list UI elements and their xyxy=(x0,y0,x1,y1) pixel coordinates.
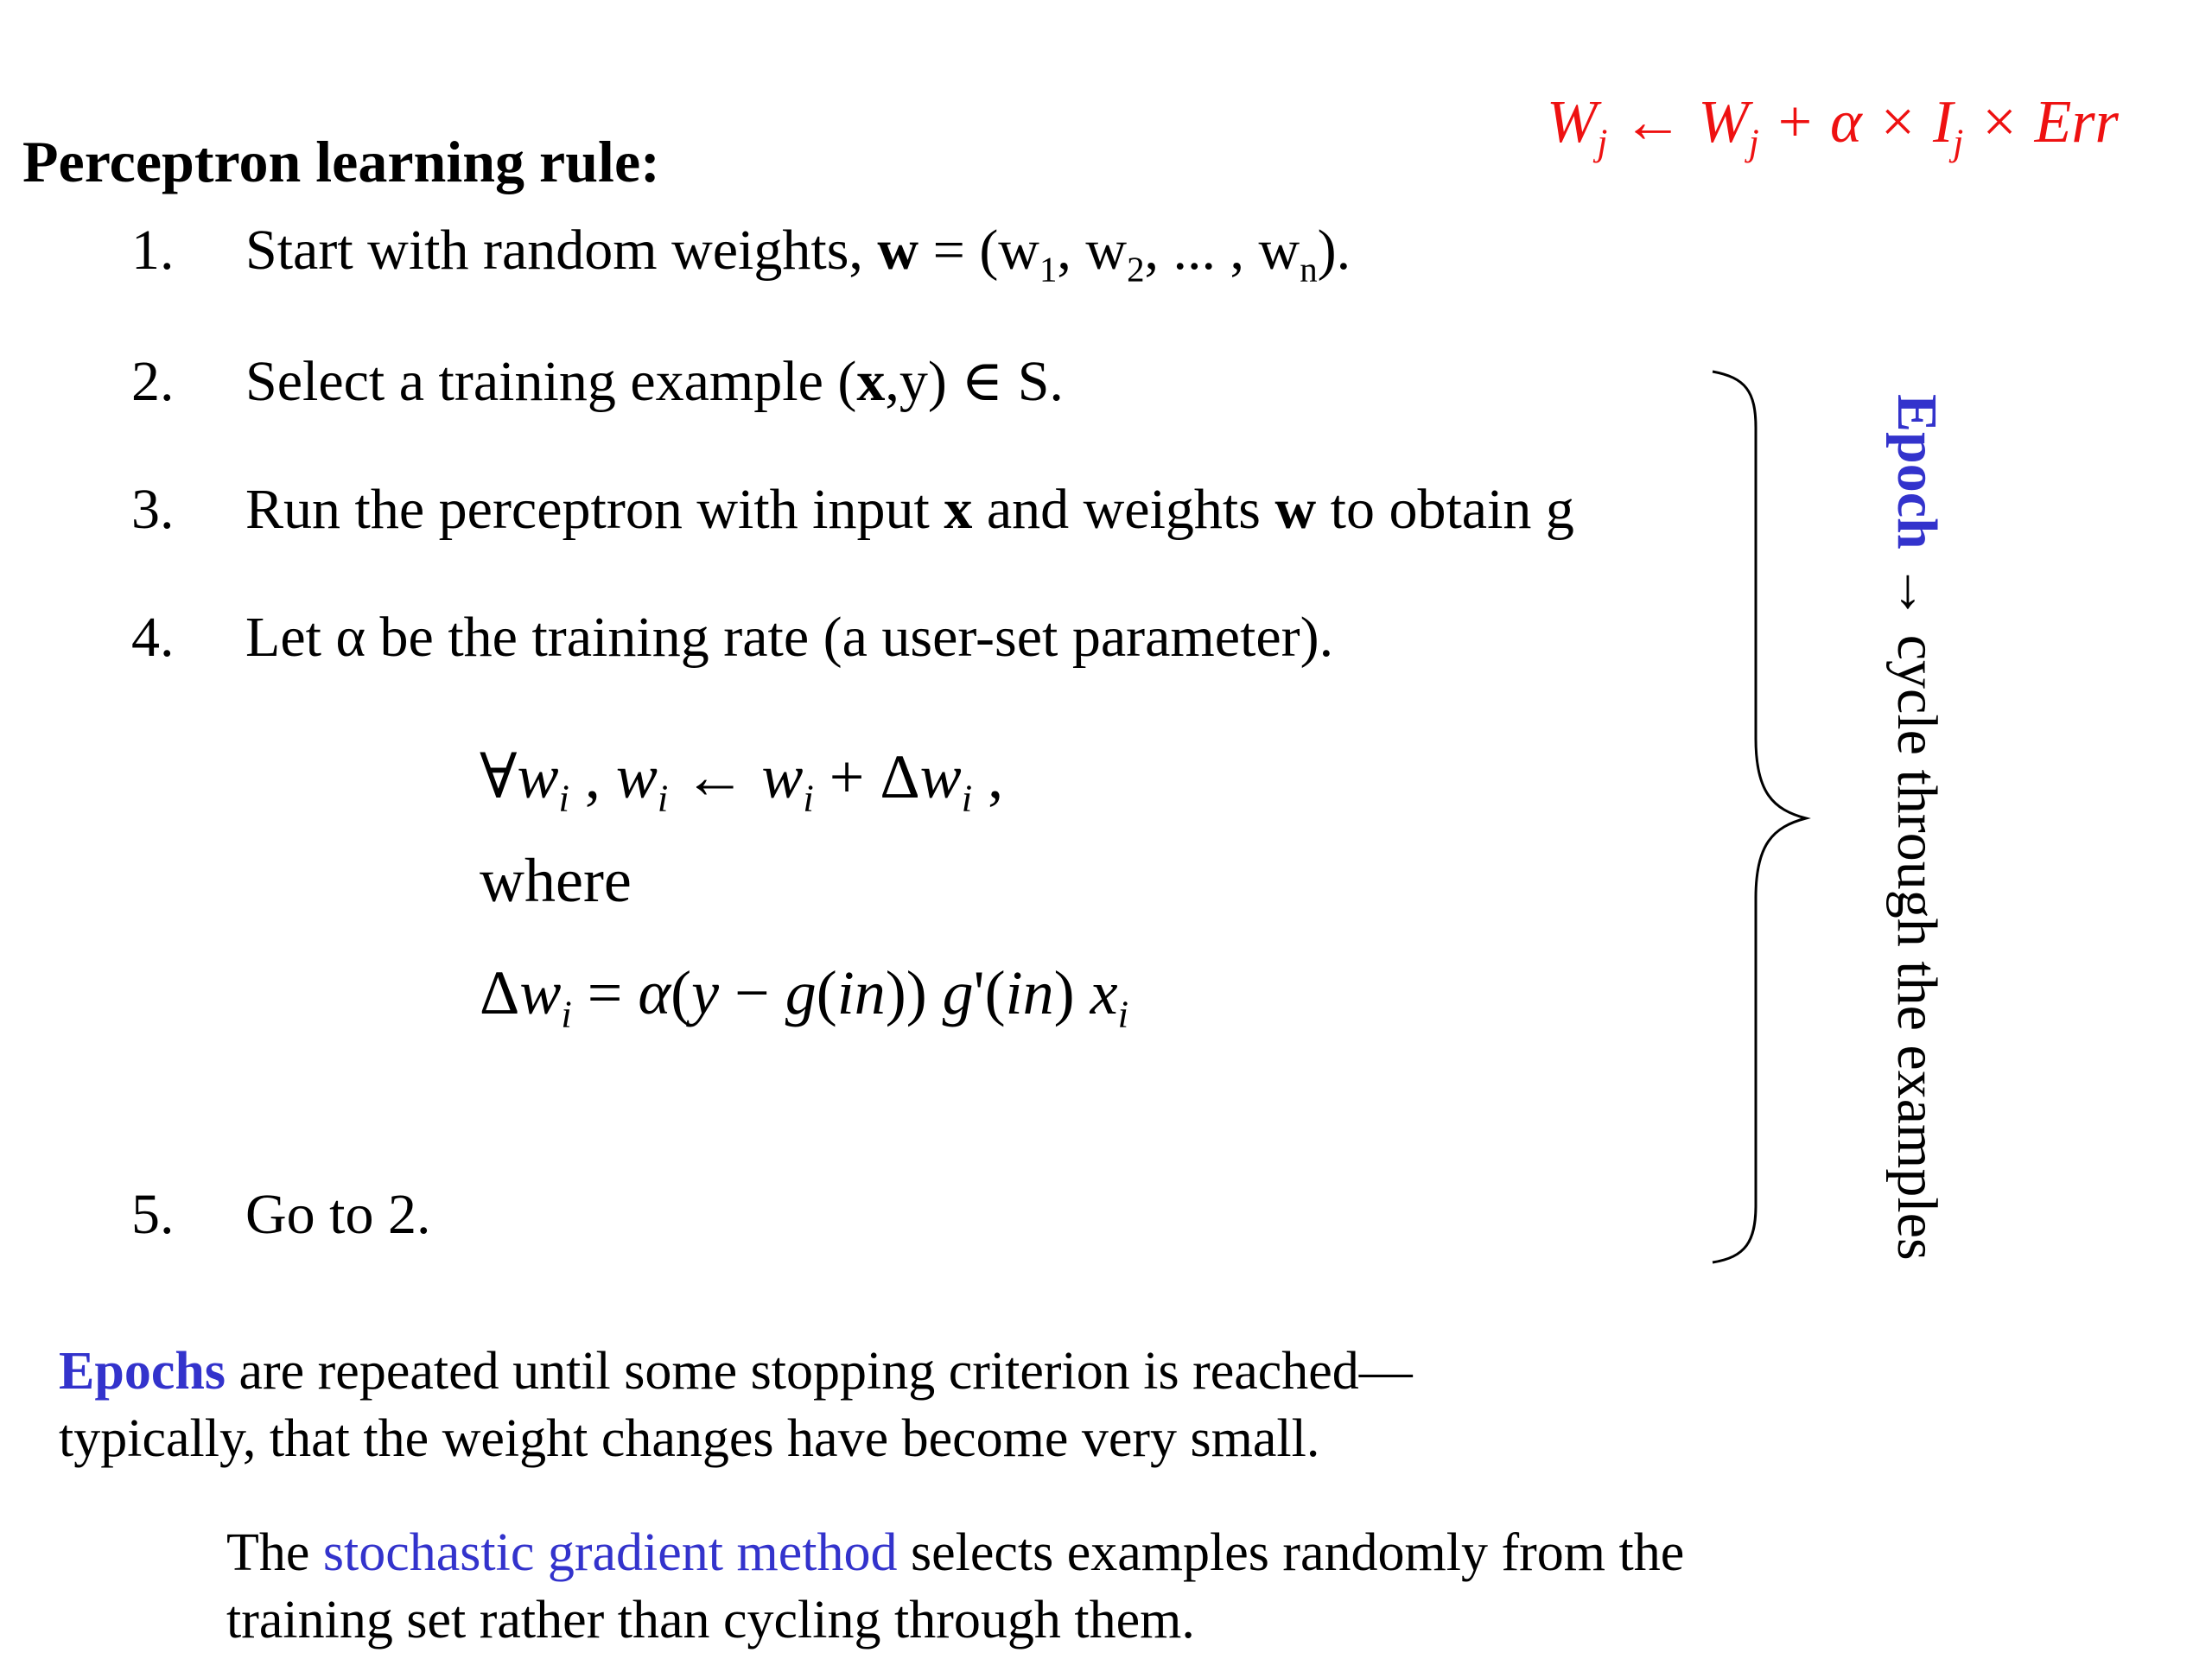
slide-title: Perceptron learning rule: xyxy=(22,129,660,194)
stochastic-line1: selects examples randomly from the xyxy=(897,1523,1685,1582)
step-1: 1. Start with random weights, $w = (w_1$, $w_2$, ... , $w_n$). xyxy=(131,219,1351,289)
step-5: 5. Go to 2. xyxy=(131,1183,431,1246)
where-label: where xyxy=(480,846,632,915)
epoch-brace xyxy=(1702,367,1815,1283)
step-4: 4. Let α be the training rate (a user-set parameter). xyxy=(131,606,1334,669)
stochastic-paragraph xyxy=(226,1519,1684,1654)
epoch-side-label xyxy=(1884,394,1949,1261)
stochastic-line2: training set rather than cycling through them. xyxy=(226,1591,1195,1649)
update-equation: $\forall w_i$ , $w_i$ ← $w_i + \Delta w_i$ , xyxy=(480,742,1004,820)
weight-update-formula: $W_j$ ← $W_j + \alpha \times I_j$ × Err xyxy=(1547,89,2119,164)
epoch-label: Epoch xyxy=(1885,394,1948,550)
epoch-description: cycle through the examples xyxy=(1885,634,1948,1261)
stochastic-term: stochastic gradient method xyxy=(322,1523,898,1582)
epochs-line1: are repeated until some stopping criterion is reached— xyxy=(225,1342,1413,1401)
epochs-term: Epochs xyxy=(59,1342,226,1401)
epochs-line2: typically, that the weight changes have become very small. xyxy=(59,1409,1320,1468)
delta-equation: $\Delta w_i = \alpha(y - g(in))$ g'(in) $x_i$ xyxy=(480,958,1128,1036)
step-3: 3. Run the perceptron with input x and weights w to obtain g xyxy=(131,478,1574,541)
stochastic-lead: The xyxy=(226,1523,323,1582)
arrow-icon: → xyxy=(1885,563,1948,621)
epochs-paragraph xyxy=(59,1338,1413,1472)
step-2: 2. Select a training example (x,y) ∈ S. xyxy=(131,350,1064,413)
